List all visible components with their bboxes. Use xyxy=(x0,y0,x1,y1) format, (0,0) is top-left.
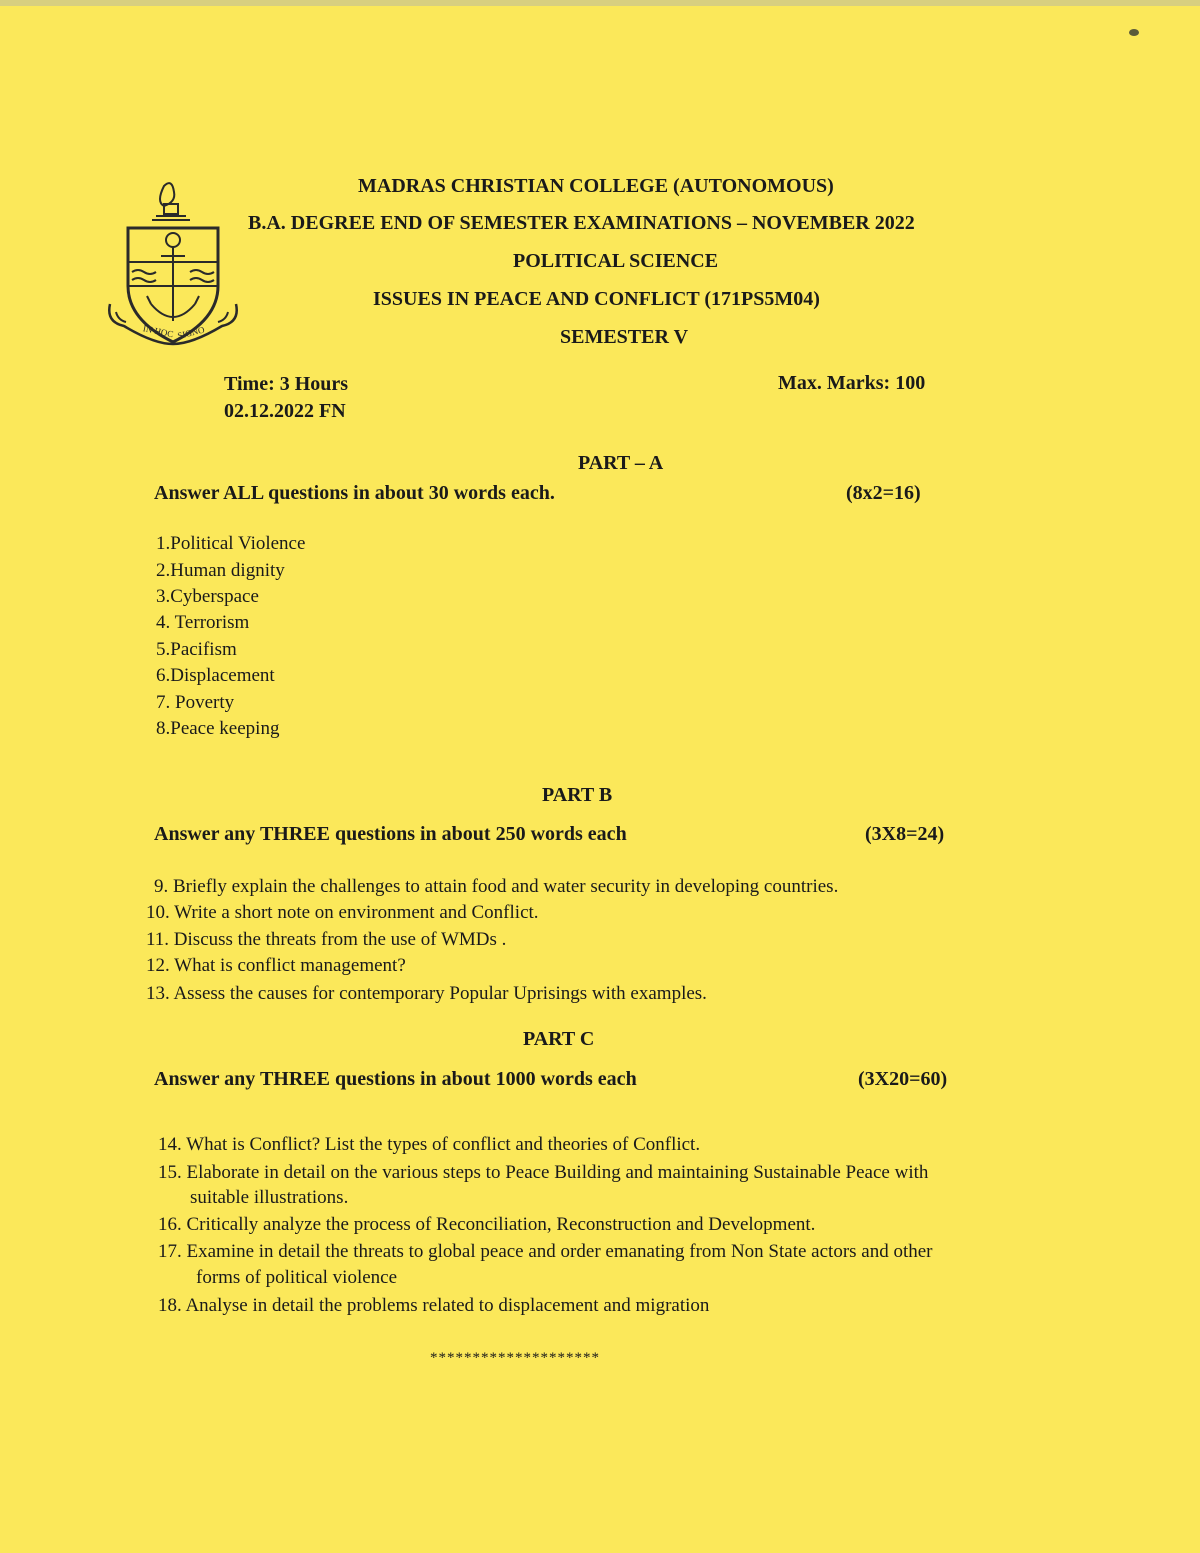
question-1: 1.Political Violence xyxy=(156,533,306,554)
question-17-continuation: forms of political violence xyxy=(196,1267,398,1288)
part-a-marks: (8x2=16) xyxy=(846,482,921,504)
scan-edge xyxy=(0,0,1200,6)
part-a-title: PART – A xyxy=(578,452,664,474)
question-12: 12. What is conflict management? xyxy=(146,955,406,976)
question-7: 7. Poverty xyxy=(156,692,235,713)
question-2: 2.Human dignity xyxy=(156,560,285,581)
part-b-marks: (3X8=24) xyxy=(865,823,945,845)
svg-text:IN HOC: IN HOC xyxy=(142,323,175,340)
question-4: 4. Terrorism xyxy=(156,612,250,633)
college-name: MADRAS CHRISTIAN COLLEGE (AUTONOMOUS) xyxy=(358,175,834,197)
question-16: 16. Critically analyze the process of Reconciliation, Reconstruction and Development. xyxy=(158,1214,816,1235)
end-of-paper-stars: ******************** xyxy=(430,1350,600,1366)
question-18: 18. Analyse in detail the problems related to displacement and migration xyxy=(158,1295,710,1316)
question-3: 3.Cyberspace xyxy=(156,586,259,607)
question-15: 15. Elaborate in detail on the various steps to Peace Building and maintaining Sustainable Peace with xyxy=(158,1162,929,1183)
question-11: 11. Discuss the threats from the use of WMDs . xyxy=(146,929,507,950)
part-b-instruction: Answer any THREE questions in about 250 words each xyxy=(154,823,627,845)
ink-speck-icon xyxy=(1128,28,1140,37)
question-9: 9. Briefly explain the challenges to attain food and water security in developing countries. xyxy=(154,876,839,897)
part-c-title: PART C xyxy=(523,1028,595,1050)
max-marks: Max. Marks: 100 xyxy=(778,372,926,394)
svg-text:SIGNO: SIGNO xyxy=(176,324,206,341)
question-17: 17. Examine in detail the threats to global peace and order emanating from Non State actors and other xyxy=(158,1241,933,1262)
part-c-marks: (3X20=60) xyxy=(858,1068,948,1090)
exam-date: 02.12.2022 FN xyxy=(224,400,346,422)
question-8: 8.Peace keeping xyxy=(156,718,280,739)
part-b-title: PART B xyxy=(542,784,613,806)
question-10: 10. Write a short note on environment and Conflict. xyxy=(146,902,539,923)
question-15-continuation: suitable illustrations. xyxy=(190,1187,349,1208)
question-5: 5.Pacifism xyxy=(156,639,237,660)
exam-duration: Time: 3 Hours xyxy=(224,373,349,395)
semester-label: SEMESTER V xyxy=(560,326,689,348)
part-a-instruction: Answer ALL questions in about 30 words each. xyxy=(154,482,555,504)
college-crest-icon xyxy=(106,176,238,356)
exam-title: B.A. DEGREE END OF SEMESTER EXAMINATIONS – NOVEMBER 2022 xyxy=(248,212,915,234)
part-c-instruction: Answer any THREE questions in about 1000 words each xyxy=(154,1068,637,1090)
paper-title: ISSUES IN PEACE AND CONFLICT (171PS5M04) xyxy=(373,288,820,310)
question-14: 14. What is Conflict? List the types of conflict and theories of Conflict. xyxy=(158,1134,701,1155)
question-13: 13. Assess the causes for contemporary Popular Uprisings with examples. xyxy=(146,983,707,1004)
subject-title: POLITICAL SCIENCE xyxy=(513,250,719,272)
question-6: 6.Displacement xyxy=(156,665,275,686)
